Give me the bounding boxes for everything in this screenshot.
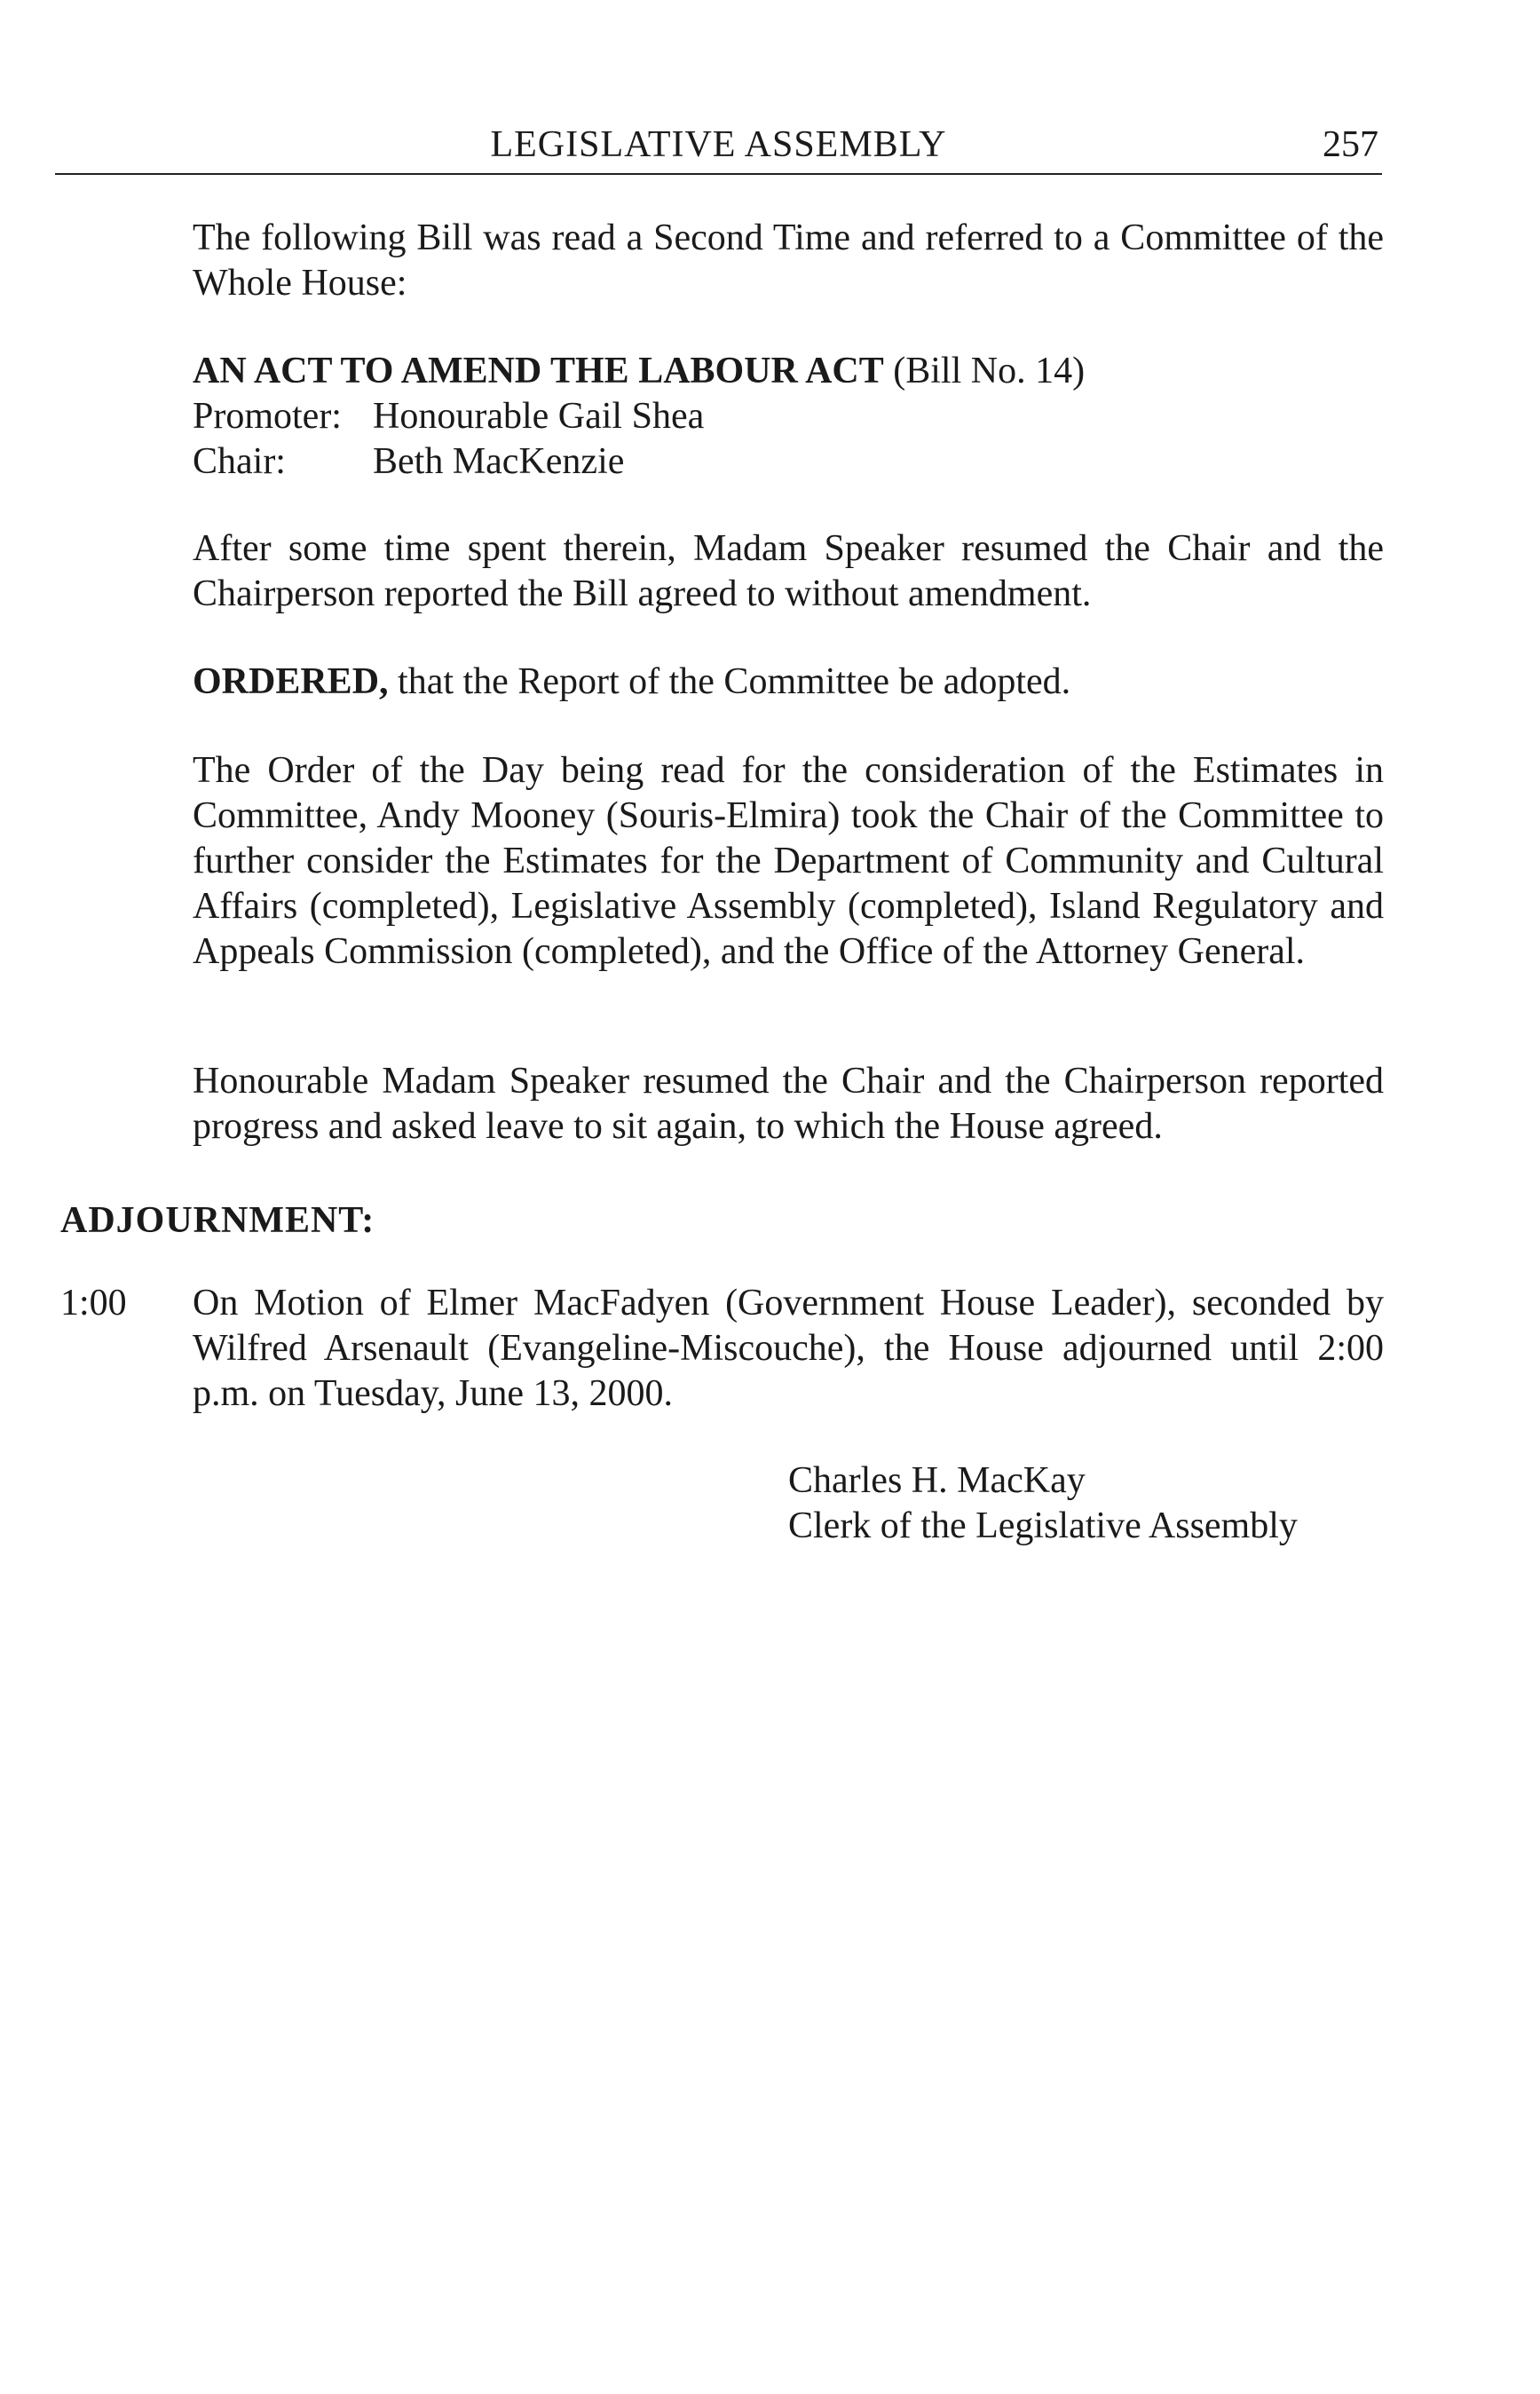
signature-title: Clerk of the Legislative Assembly <box>788 1505 1298 1546</box>
page-header <box>55 120 1382 175</box>
signature-name: Charles H. MacKay <box>788 1460 1086 1501</box>
chair-label: Chair: <box>193 441 286 482</box>
ordered-paragraph <box>193 660 1384 705</box>
adjournment-time: 1:00 <box>60 1283 127 1323</box>
bill-number: (Bill No. 14) <box>893 351 1086 391</box>
bill-title-row <box>193 349 1384 394</box>
adjournment-heading: ADJOURNMENT: <box>60 1200 375 1241</box>
chair-row <box>193 439 1384 485</box>
committee-report-paragraph: After some time spent therein, Madam Speaker resumed the Chair and the Chairperson reported the Bill agreed to without amendment. <box>193 528 1384 614</box>
page-number: 257 <box>1323 124 1378 165</box>
ordered-label: ORDERED, <box>193 661 389 702</box>
promoter-row <box>193 394 1384 439</box>
promoter-label: Promoter: <box>193 396 342 437</box>
bill-block <box>193 349 1384 485</box>
chair-name: Beth MacKenzie <box>373 441 625 482</box>
header-title: LEGISLATIVE ASSEMBLY <box>490 124 947 165</box>
intro-paragraph: The following Bill was read a Second Time and referred to a Committee of the Whole House: <box>193 217 1384 304</box>
estimates-paragraph: The Order of the Day being read for the consideration of the Estimates in Committee, Andy Mooney (Souris-Elmira) took the Chair of the Committee to further consider the Estimates for the Department of Community and Cultural Affairs (completed), Legislative Assembly (completed), Island Regulatory and Appeals Commission (completed), and the Office of the Attorney General. <box>193 750 1384 972</box>
adjournment-paragraph: On Motion of Elmer MacFadyen (Government House Leader), seconded by Wilfred Arsenault (Evangeline-Miscouche), the House adjourned until 2:00 p.m. on Tuesday, June 13, 2000. <box>193 1283 1384 1414</box>
bill-title: AN ACT TO AMEND THE LABOUR ACT <box>193 351 884 391</box>
promoter-name: Honourable Gail Shea <box>373 396 705 437</box>
ordered-text: that the Report of the Committee be adopted. <box>398 661 1071 702</box>
progress-paragraph: Honourable Madam Speaker resumed the Chair and the Chairperson reported progress and asked leave to sit again, to which the House agreed. <box>193 1061 1384 1147</box>
signature-block <box>788 1458 1298 1549</box>
